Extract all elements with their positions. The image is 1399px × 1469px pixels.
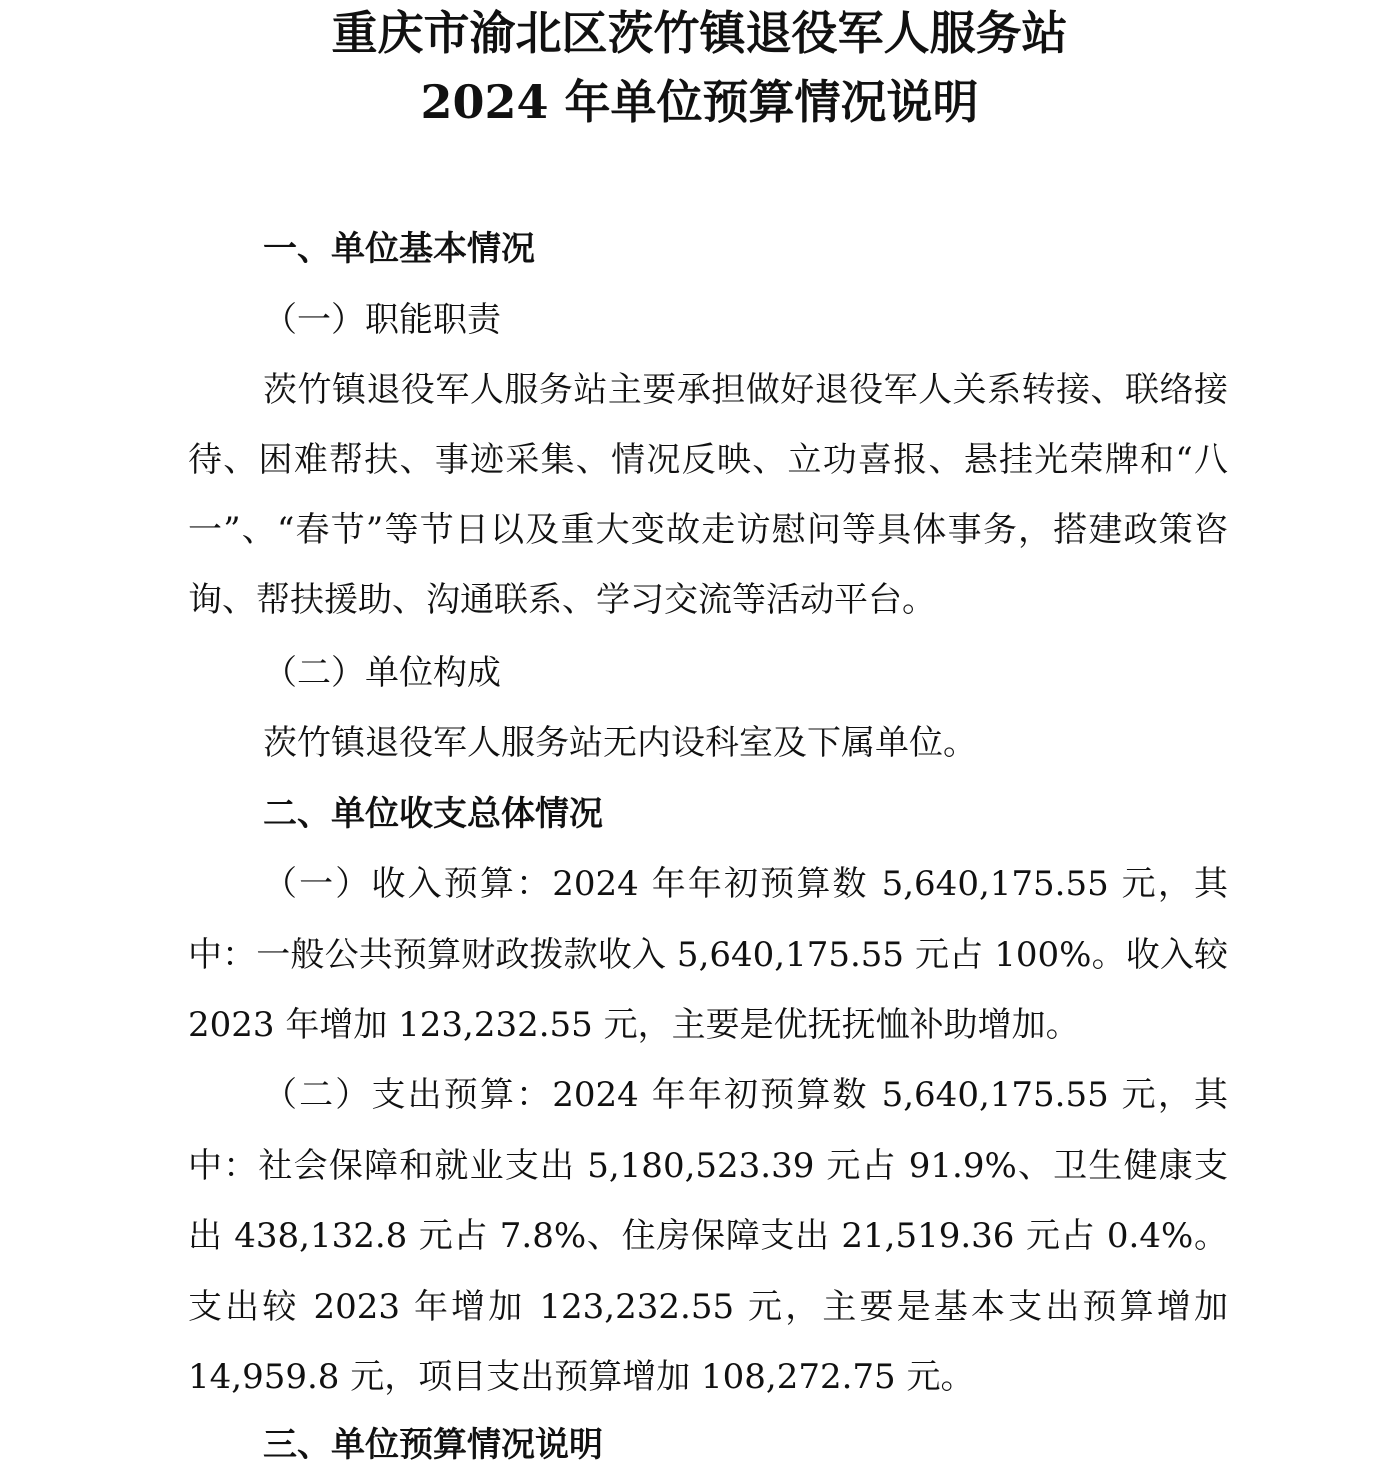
section2-expense-paragraph: （二）支出预算：2024 年年初预算数 5,640,175.55 元，其中：社会保障和就业支出 5,180,523.39 元占 91.9%、卫生健康支出 438,132.8 元占 7.8%、住房保障支出 21,519.36 元占 0.4%。支出较 2023 年增加 123,232.55 元，主要是基本支出预算增加 14,959.8 元，项目支出预算增加 108,272.75 元。 <box>188 1075 1228 1397</box>
section3-heading: 三、单位预算情况说明 <box>263 1425 603 1465</box>
section1-heading: 一、单位基本情况 <box>263 229 535 269</box>
section1-sub1-heading: （一）职能职责 <box>263 300 501 340</box>
document-title-line1: 重庆市渝北区茨竹镇退役军人服务站 <box>331 6 1068 60</box>
section2-income-paragraph: （一）收入预算：2024 年年初预算数 5,640,175.55 元，其中：一般公共预算财政拨款收入 5,640,175.55 元占 100%。收入较 2023 年增加 123,232.55 元，主要是优抚抚恤补助增加。 <box>188 864 1228 1045</box>
section1-sub2-paragraph: 茨竹镇退役军人服务站无内设科室及下属单位。 <box>263 723 977 763</box>
section1-sub1-paragraph: 茨竹镇退役军人服务站主要承担做好退役军人关系转接、联络接待、困难帮扶、事迹采集、情况反映、立功喜报、悬挂光荣牌和“八一”、“春节”等节日以及重大变故走访慰问等具体事务，搭建政策咨询、帮扶援助、沟通联系、学习交流等活动平台。 <box>188 370 1228 620</box>
section1-sub2-heading: （二）单位构成 <box>263 653 501 693</box>
document-title-line2: 2024 年单位预算情况说明 <box>420 75 979 129</box>
section2-heading: 二、单位收支总体情况 <box>263 794 603 834</box>
